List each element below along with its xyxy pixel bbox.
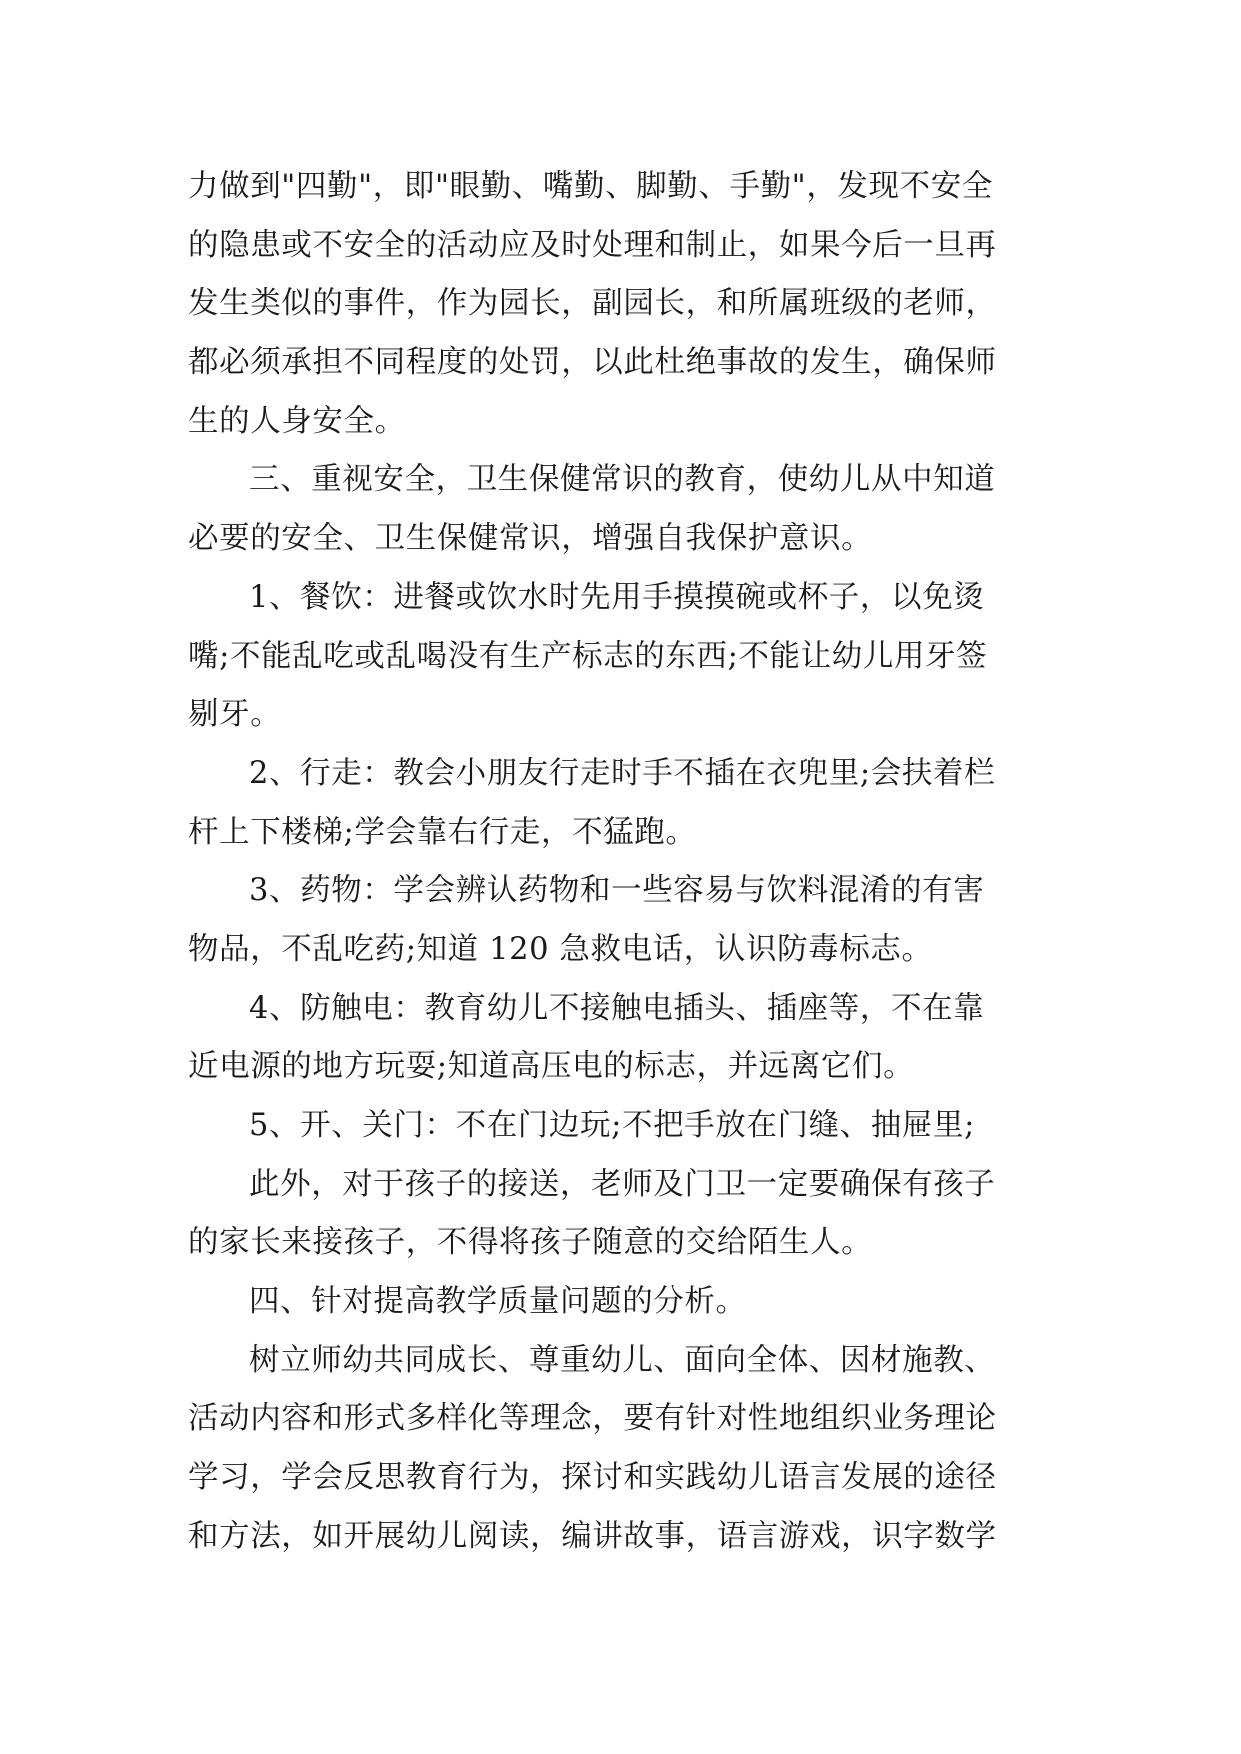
list-item-walking: 2、行走：教会小朋友行走时手不插在衣兜里;会扶着栏	[249, 755, 996, 791]
section-heading-four: 四、针对提高教学质量问题的分析。	[249, 1284, 747, 1320]
text-line: 生的人身安全。	[188, 403, 406, 439]
list-item-electric-shock: 4、防触电：教育幼儿不接触电插头、插座等，不在靠	[249, 990, 985, 1026]
list-item-medicine: 3、药物：学会辨认药物和一些容易与饮料混淆的有害	[249, 873, 985, 909]
text-line: 学习，学会反思教育行为，探讨和实践幼儿语言发展的途径	[188, 1460, 997, 1496]
text-line: 的隐患或不安全的活动应及时处理和制止，如果今后一旦再	[188, 227, 997, 263]
paragraph-pickup: 此外，对于孩子的接送，老师及门卫一定要确保有孩子	[249, 1166, 996, 1202]
text-line: 都必须承担不同程度的处罚，以此杜绝事故的发生，确保师	[188, 345, 997, 381]
text-line: 发生类似的事件，作为园长，副园长，和所属班级的老师，	[188, 286, 997, 322]
text-line: 活动内容和形式多样化等理念，要有针对性地组织业务理论	[188, 1401, 997, 1437]
text-line: 力做到"四勤"，即"眼勤、嘴勤、脚勤、手勤"，发现不安全	[188, 169, 993, 204]
text-line: 杆上下楼梯;学会靠右行走，不猛跑。	[188, 814, 697, 850]
section-heading-three: 三、重视安全，卫生保健常识的教育，使幼儿从中知道	[249, 462, 996, 498]
document-body	[188, 158, 1068, 1567]
text-line: 物品，不乱吃药;知道 120 急救电话，认识防毒标志。	[188, 931, 933, 967]
list-item-dining: 1、餐饮：进餐或饮水时先用手摸摸碗或杯子，以免烫	[249, 579, 985, 615]
text-line: 近电源的地方玩耍;知道高压电的标志，并远离它们。	[188, 1049, 915, 1085]
text-line: 剔牙。	[188, 697, 282, 733]
paragraph-teaching: 树立师幼共同成长、尊重幼儿、面向全体、因材施教、	[249, 1342, 996, 1378]
text-line: 嘴;不能乱吃或乱喝没有生产标志的东西;不能让幼儿用牙签	[188, 638, 988, 674]
text-line: 必要的安全、卫生保健常识，增强自我保护意识。	[188, 521, 873, 557]
text-line: 和方法，如开展幼儿阅读，编讲故事，语言游戏，识字数学	[188, 1518, 997, 1554]
text-line: 的家长来接孩子，不得将孩子随意的交给陌生人。	[188, 1225, 873, 1261]
list-item-doors: 5、开、关门：不在门边玩;不把手放在门缝、抽屉里;	[249, 1108, 975, 1143]
